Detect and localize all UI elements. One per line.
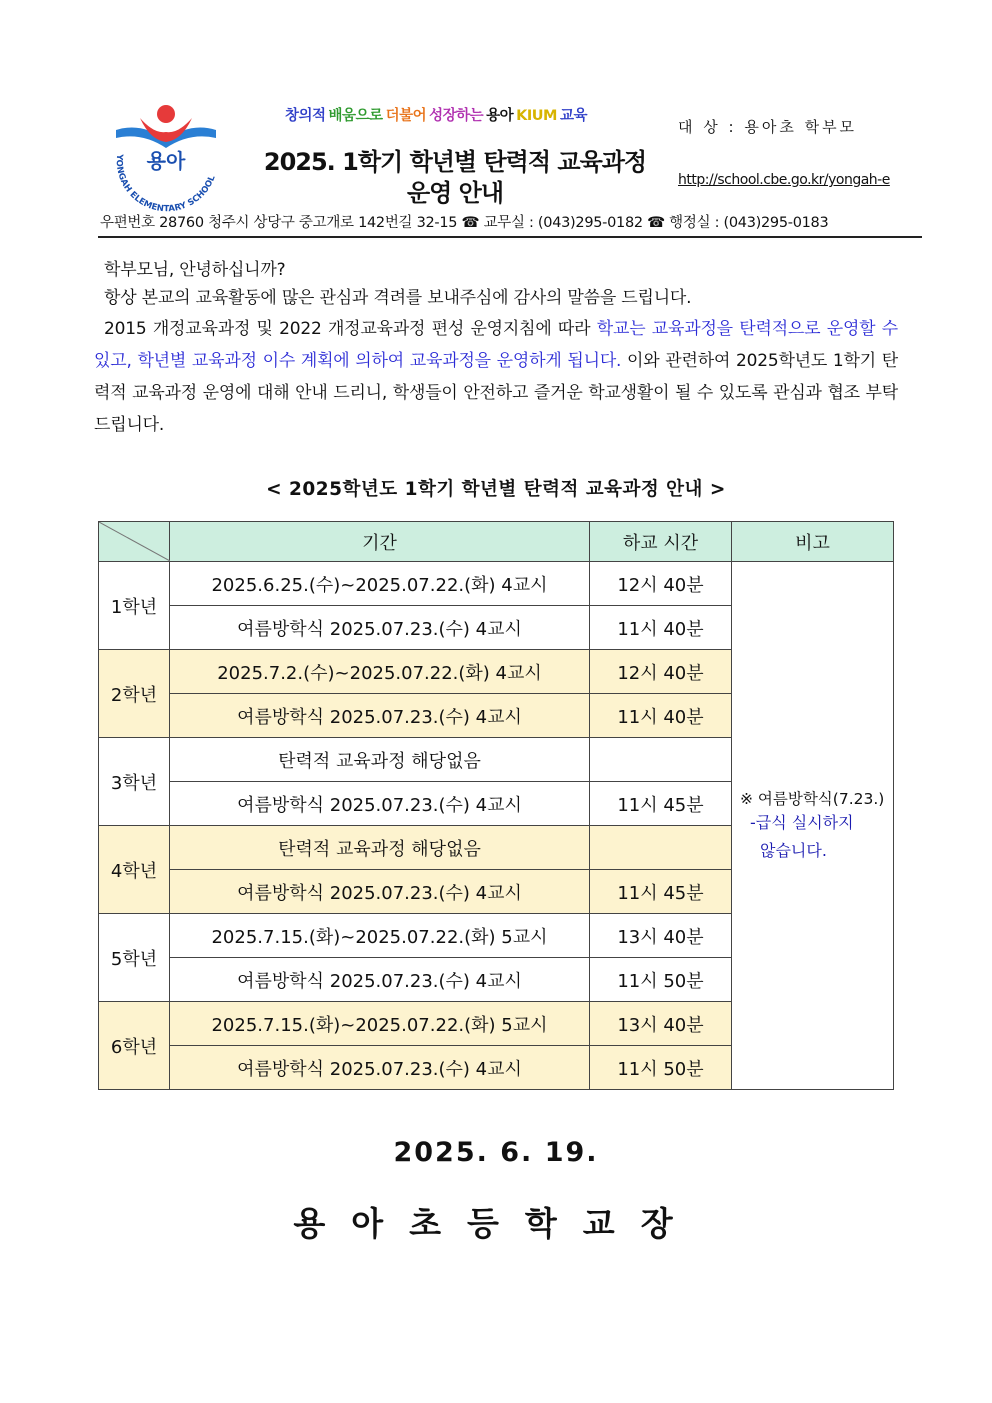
period-cell: 탄력적 교육과정 해당없음 — [170, 738, 590, 782]
dismissal-time-cell: 12시 40분 — [590, 562, 732, 606]
slogan-word: 배움으로 — [328, 108, 383, 124]
slogan-word: 더불어 — [385, 108, 427, 124]
header-divider — [98, 236, 922, 238]
schedule-table — [98, 521, 894, 1090]
notice-date: 2025. 6. 19. — [393, 1137, 599, 1168]
period-cell: 여름방학식 2025.07.23.(수) 4교시 — [170, 782, 590, 826]
table-row — [99, 562, 894, 606]
school-logo — [104, 100, 229, 215]
dismissal-time-cell: 11시 40분 — [590, 694, 732, 738]
period-cell: 여름방학식 2025.07.23.(수) 4교시 — [170, 870, 590, 914]
logo-text: 용아 — [146, 149, 186, 173]
period-cell: 2025.6.25.(수)~2025.07.22.(화) 4교시 — [170, 562, 590, 606]
period-cell: 2025.7.2.(수)~2025.07.22.(화) 4교시 — [170, 650, 590, 694]
slogan-word: 교육 — [559, 108, 587, 124]
note-line: ※ 여름방학식(7.23.) — [740, 789, 885, 808]
principal-signature: 용아초등학교장 — [293, 1204, 699, 1243]
page-title: 2025. 1학기 학년별 탄력적 교육과정 — [263, 148, 647, 176]
logo-ring-text: YONGAH ELEMENTARY SCHOOL — [113, 153, 218, 215]
dismissal-time-cell: 11시 45분 — [590, 782, 732, 826]
dismissal-time-cell: 13시 40분 — [590, 914, 732, 958]
paragraph-notice-b: 이와 관련하여 2025학년도 1학기 탄력적 교육과정 운영에 대해 안내 드리니, 학생들이 안전하고 즐거운 학교생활이 될 수 있도록 관심과 협조 부탁드립니다. — [94, 351, 898, 435]
header-period: 기간 — [170, 522, 590, 562]
school-url-link[interactable]: http://school.cbe.go.kr/yongah-e — [678, 172, 890, 188]
grade-cell: 5학년 — [99, 914, 170, 1002]
period-cell: 2025.7.15.(화)~2025.07.22.(화) 5교시 — [170, 914, 590, 958]
dismissal-time-cell: 13시 40분 — [590, 1002, 732, 1046]
grade-cell: 2학년 — [99, 650, 170, 738]
period-cell: 2025.7.15.(화)~2025.07.22.(화) 5교시 — [170, 1002, 590, 1046]
page-title-line2: 운영 안내 — [406, 179, 504, 207]
grade-cell: 4학년 — [99, 826, 170, 914]
slogan — [285, 104, 590, 125]
period-cell: 탄력적 교육과정 해당없음 — [170, 826, 590, 870]
header-dismissal-time: 하교 시간 — [590, 522, 732, 562]
table-caption: < 2025학년도 1학기 학년별 탄력적 교육과정 안내 > — [266, 479, 726, 500]
dismissal-time-cell: 11시 50분 — [590, 1046, 732, 1090]
paragraph-notice-highlight: 학교는 교육과정을 탄력적으로 운영할 수 있고, 학년별 교육과정 이수 계획에 의하여 교육과정을 운영하게 됩니다. — [94, 319, 898, 371]
note-line: -급식 실시하지 — [750, 812, 854, 832]
paragraph-notice — [94, 313, 898, 441]
period-cell: 여름방학식 2025.07.23.(수) 4교시 — [170, 694, 590, 738]
header-note: 비고 — [732, 522, 894, 562]
dismissal-time-cell — [590, 826, 732, 870]
school-address: 우편번호 28760 청주시 상당구 중고개로 142번길 32-15 ☎ 교무실 : (043)295-0182 ☎ 행정실 : (043)295-0183 — [100, 215, 829, 231]
period-cell: 여름방학식 2025.07.23.(수) 4교시 — [170, 958, 590, 1002]
target-audience: 대 상 : 용아초 학부모 — [678, 118, 858, 136]
note-line: 않습니다. — [760, 840, 827, 860]
dismissal-time-cell: 12시 40분 — [590, 650, 732, 694]
dismissal-time-cell: 11시 50분 — [590, 958, 732, 1002]
paragraph-notice-a: 2015 개정교육과정 및 2022 개정교육과정 편성 운영지침에 따라 — [104, 319, 597, 339]
grade-cell: 6학년 — [99, 1002, 170, 1090]
slogan-word: 성장하는 — [429, 108, 484, 124]
grade-cell: 1학년 — [99, 562, 170, 650]
slogan-word: KIUM — [516, 108, 557, 124]
note-cell — [732, 562, 894, 1090]
schedule-table-body — [99, 562, 894, 1090]
dismissal-time-cell: 11시 40분 — [590, 606, 732, 650]
paragraph-thanks: 항상 본교의 교육활동에 많은 관심과 격려를 보내주심에 감사의 말씀을 드립니다. — [104, 288, 692, 308]
period-cell: 여름방학식 2025.07.23.(수) 4교시 — [170, 606, 590, 650]
slogan-word: 용아 — [486, 108, 514, 124]
period-cell: 여름방학식 2025.07.23.(수) 4교시 — [170, 1046, 590, 1090]
dismissal-time-cell — [590, 738, 732, 782]
greeting: 학부모님, 안녕하십니까? — [104, 260, 286, 280]
grade-cell: 3학년 — [99, 738, 170, 826]
slogan-word: 창의적 — [285, 108, 326, 124]
dismissal-time-cell: 11시 45분 — [590, 870, 732, 914]
header-corner-cell — [99, 522, 170, 562]
